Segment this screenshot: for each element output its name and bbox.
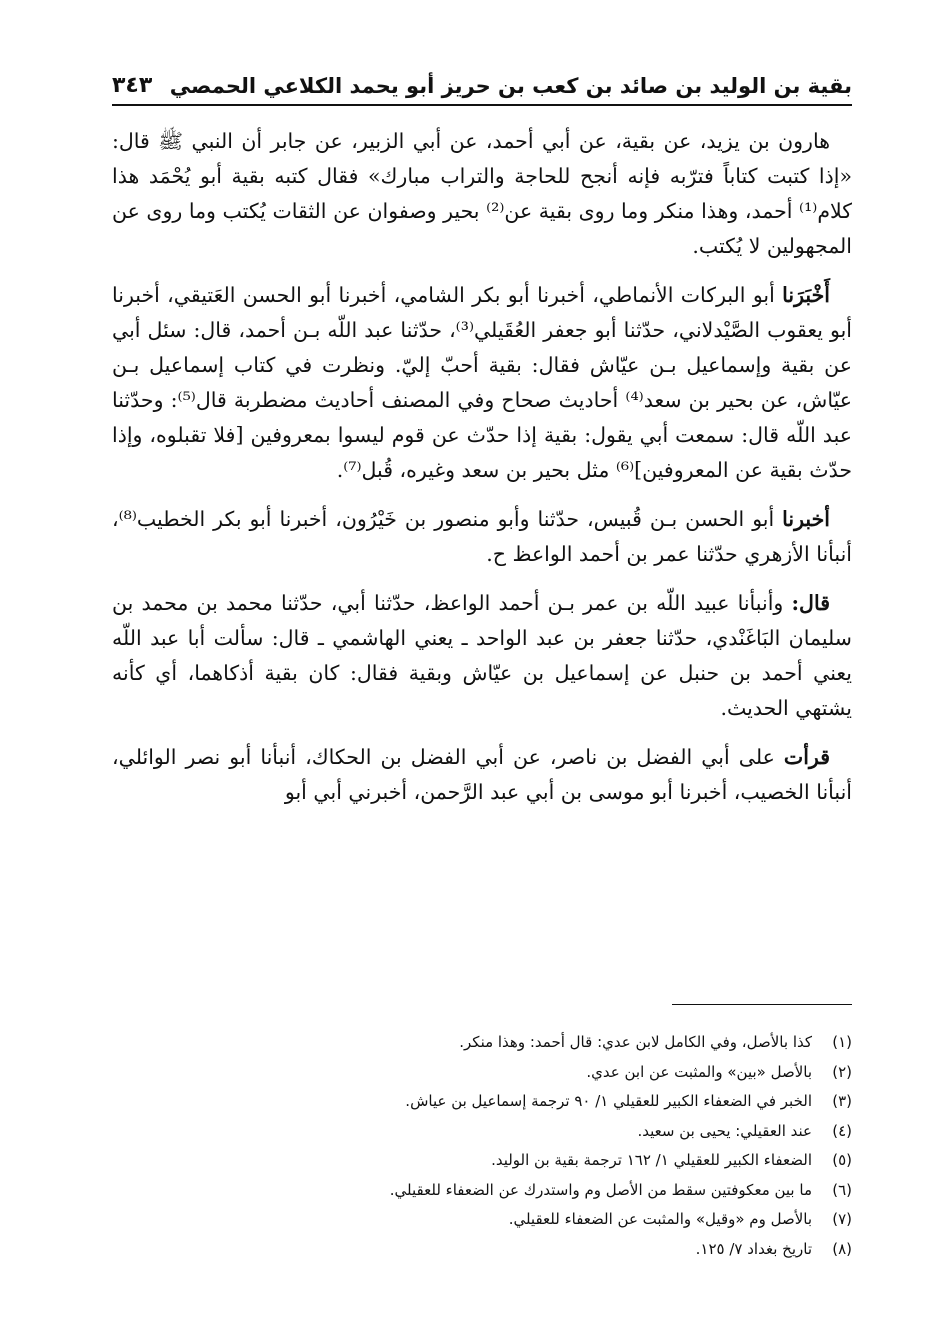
paragraph-2 (112, 278, 852, 488)
footnote-number: (٦) (832, 1180, 852, 1199)
footnote-number: (٢) (832, 1062, 852, 1081)
paragraph-3-text: أبو الحسن بـن قُبيس، حدّثنا وأبو منصور بن خَيْرُون، أخبرنا أبو بكر الخطيب⁽⁸⁾، أنبأنا الأزهري حدّثنا عمر بن أحمد الواعظ ح. (112, 507, 852, 566)
footnote-text: بالأصل وم «وقيل» والمثبت عن الضعفاء للعقيلي. (508, 1210, 812, 1228)
footnote-text: تاريخ بغداد ٧/ ١٢٥. (695, 1239, 812, 1258)
paragraph-3 (112, 502, 852, 572)
paragraph-5-text: على أبي الفضل بن ناصر، عن أبي الفضل بن الحكاك، أنبأنا أبو نصر الوائلي، أنبأنا الخصيب، أخبرنا أبو موسى بن أبي عبد الرَّحمن، أخبرني أبي أبو (112, 745, 852, 804)
header-rule (112, 104, 852, 106)
paragraph-4 (112, 586, 852, 726)
paragraph-3-lead: أخبرنا (782, 507, 830, 531)
paragraph-5 (112, 740, 852, 810)
paragraph-4-text: وأنبأنا عبيد اللّه بن عمر بـن أحمد الواعظ، حدّثنا أبي، حدّثنا محمد بن محمد بن سليمان البَاغَنْدي، حدّثنا جعفر بن عبد الواحد ـ يعني الهاشمي ـ قال: سألت أبا عبد اللّه يعني أحمد بن حنبل عن إسماعيل بن عيّاش وبقية فقال: كان بقية أذكاهما، أي كأنه يشتهي الحديث. (112, 591, 852, 720)
footnote-number: (٧) (832, 1210, 852, 1228)
footnote-text: ما بين معكوفتين سقط من الأصل وم واستدرك عن الضعفاء للعقيلي. (389, 1180, 812, 1199)
main-text (112, 124, 852, 824)
paragraph-4-lead: قال: (791, 591, 830, 615)
footnote-text: عند العقيلي: يحيى بن سعيد. (637, 1121, 812, 1140)
footnote-number: (٤) (832, 1121, 852, 1140)
footnote-text: بالأصل «بين» والمثبت عن ابن عدي. (586, 1062, 812, 1081)
footnote-5 (112, 1146, 852, 1176)
footnote-number: (٨) (832, 1239, 852, 1258)
footnotes-list (112, 1028, 852, 1264)
footnote-8 (112, 1235, 852, 1265)
footnote-number: (٣) (832, 1092, 852, 1110)
paragraph-2-text: أبو البركات الأنماطي، أخبرنا أبو بكر الشامي، أخبرنا أبو الحسن العَتيقي، أخبرنا أبو يعقوب الصَّيْدلاني، حدّثنا أبو جعفر العُقَيلي⁽³⁾، حدّثنا عبد اللّه بـن أحمد، قال: سئل أبي عن بقية وإسماعيل بـن عيّاش فقال: بقية أحبّ إليّ. ونظرت في كتاب إسماعيل بـن عيّاش، عن بحير بن سعد⁽⁴⁾ أحاديث صحاح وفي المصنف أحاديث مضطربة قال⁽⁵⁾: وحدّثنا عبد اللّه قال: سمعت أبي يقول: بقية إذا حدّث عن قوم ليسوا بمعروفين [فلا تقبلوه، وإذا حدّث بقية عن المعروفين]⁽⁶⁾ مثل بحير بن سعد وغيره، قُبل⁽⁷⁾. (112, 283, 852, 482)
footnote-3 (112, 1087, 852, 1117)
page-header (112, 62, 852, 102)
paragraph-5-lead: قرأت (783, 745, 830, 769)
paragraph-2-lead: أَخْبَرَنا (782, 283, 830, 307)
footnote-text: كذا بالأصل، وفي الكامل لابن عدي: قال أحمد: وهذا منكر. (459, 1033, 812, 1051)
footnote-separator (672, 1004, 852, 1005)
footnote-text: الضعفاء الكبير للعقيلي ١/ ١٦٢ ترجمة بقية بن الوليد. (491, 1151, 812, 1169)
page-number: ٣٤٣ (112, 73, 153, 98)
footnote-4 (112, 1117, 852, 1147)
footnote-2 (112, 1058, 852, 1088)
footnote-1 (112, 1028, 852, 1058)
running-title: بقية بن الوليد بن صائد بن كعب بن حريز أبو يحمد الكلاعي الحمصي (169, 74, 852, 98)
footnote-number: (١) (832, 1033, 852, 1051)
footnote-text: الخبر في الضعفاء الكبير للعقيلي ١/ ٩٠ ترجمة إسماعيل بن عياش. (405, 1092, 812, 1110)
paragraph-1-text: هارون بن يزيد، عن بقية، عن أبي أحمد، عن أبي الزبير، عن جابر أن النبي ﷺ قال: «إذا كتبت كتاباً فترّبه فإنه أنجح للحاجة والتراب مبارك» فقال كتبه بقية أبو يُحْمَد هذا كلام⁽¹⁾ أحمد، وهذا منكر وما روى بقية عن⁽²⁾ بحير وصفوان عن الثقات يُكتب وما روى عن المجهولين لا يُكتب. (112, 129, 852, 258)
footnote-6 (112, 1176, 852, 1206)
paragraph-1 (112, 124, 852, 264)
footnote-7 (112, 1205, 852, 1235)
footnote-number: (٥) (832, 1151, 852, 1169)
